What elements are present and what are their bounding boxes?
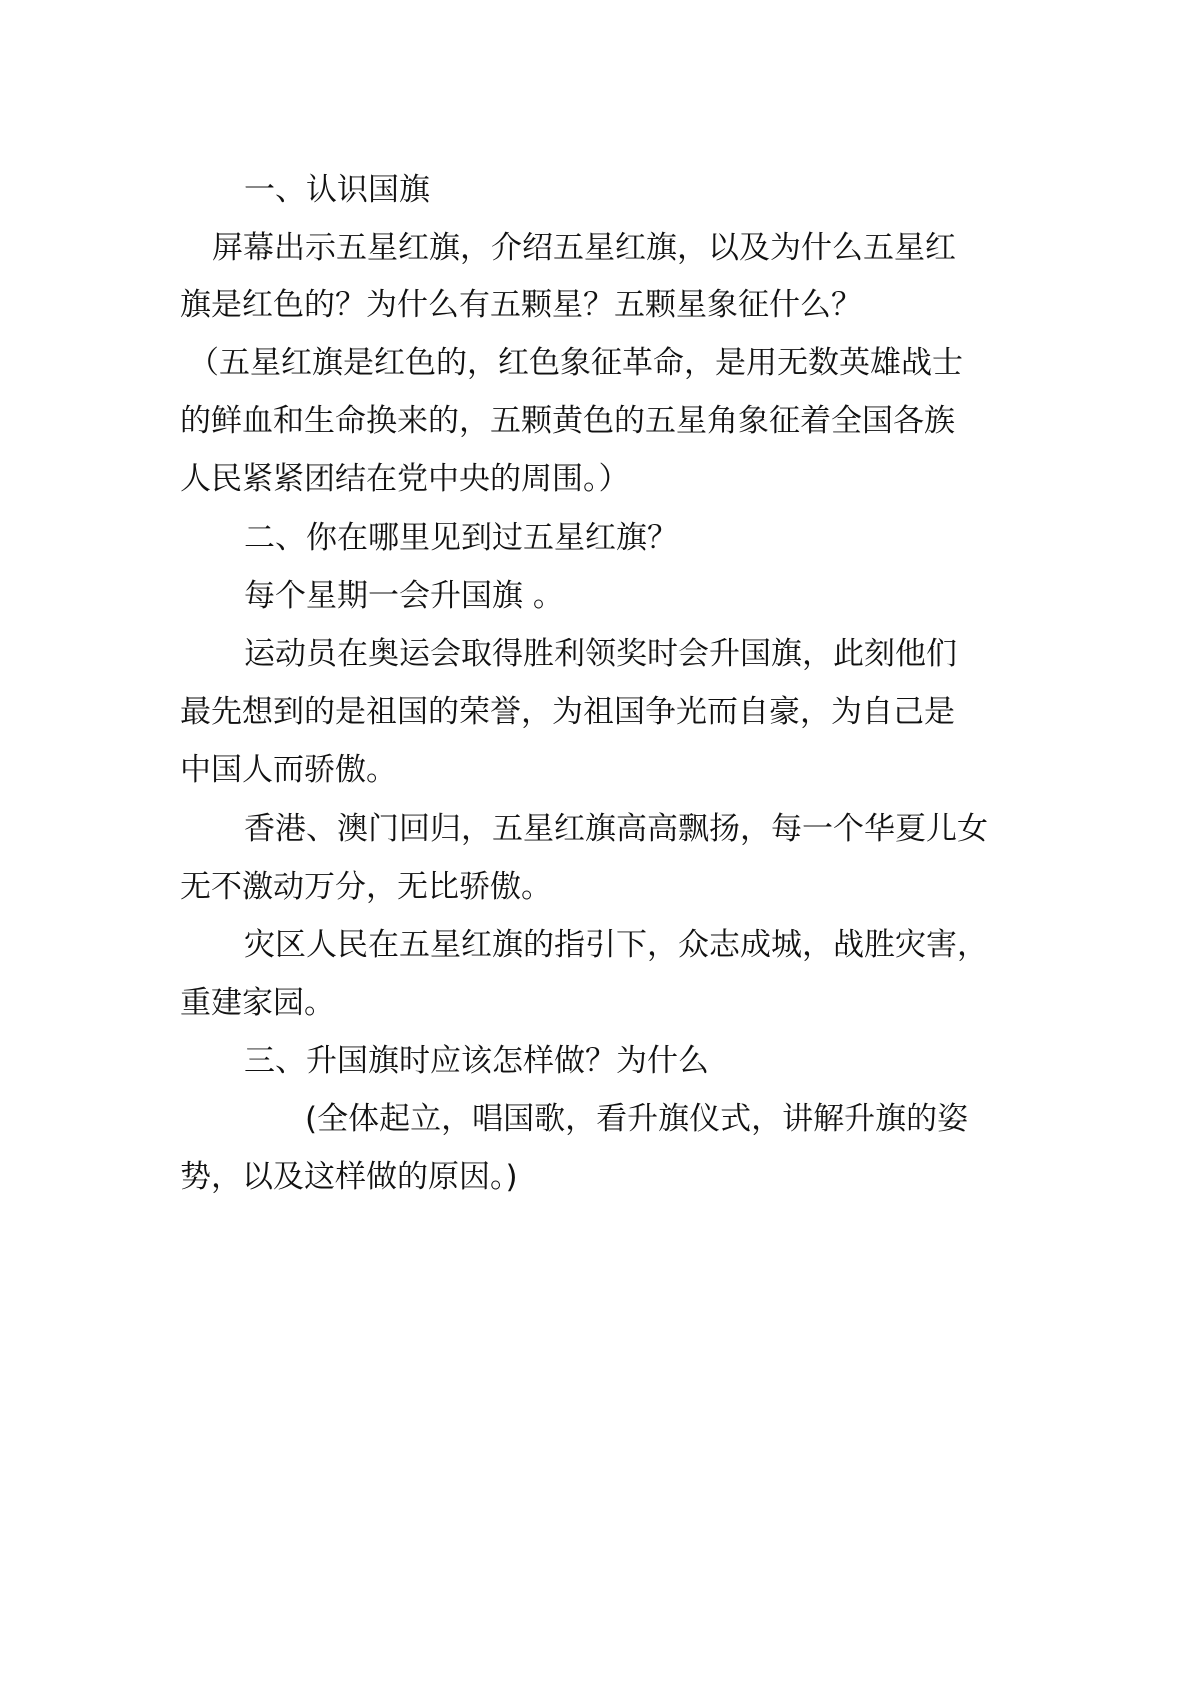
paragraph-line: 运动员在奥运会取得胜利领奖时会升国旗，此刻他们 (244, 636, 957, 672)
paragraph-line: (全体起立，唱国歌，看升旗仪式，讲解升旗的姿 (305, 1101, 969, 1137)
paragraph-line: 香港、澳门回归，五星红旗高高飘扬，每一个华夏儿女 (244, 811, 988, 847)
paragraph-line: 重建家园。 (180, 985, 335, 1021)
paragraph-line: 人民紧紧团结在党中央的周围。） (180, 461, 630, 497)
paragraph-line: 灾区人民在五星红旗的指引下，众志成城，战胜灾害， (244, 927, 988, 963)
section-heading-3: 三、升国旗时应该怎样做？为什么 (244, 1043, 709, 1079)
paragraph-line: 屏幕出示五星红旗，介绍五星红旗，以及为什么五星红 (212, 230, 956, 266)
paragraph-line: 中国人而骄傲。 (180, 752, 397, 788)
section-heading-1: 一、认识国旗 (244, 172, 430, 208)
paragraph-line: 最先想到的是祖国的荣誉，为祖国争光而自豪，为自己是 (180, 694, 955, 730)
paragraph-line: 的鲜血和生命换来的，五颗黄色的五星角象征着全国各族 (180, 403, 955, 439)
paragraph-line: 每个星期一会升国旗 。 (244, 578, 564, 614)
paragraph-line: 势，以及这样做的原因。) (180, 1159, 518, 1195)
paragraph-line: 无不激动万分，无比骄傲。 (180, 869, 552, 905)
paragraph-line: （五星红旗是红色的，红色象征革命，是用无数英雄战士 (188, 345, 963, 381)
section-heading-2: 二、你在哪里见到过五星红旗？ (244, 520, 678, 556)
paragraph-line: 旗是红色的？为什么有五颗星？五颗星象征什么？ (180, 287, 862, 323)
